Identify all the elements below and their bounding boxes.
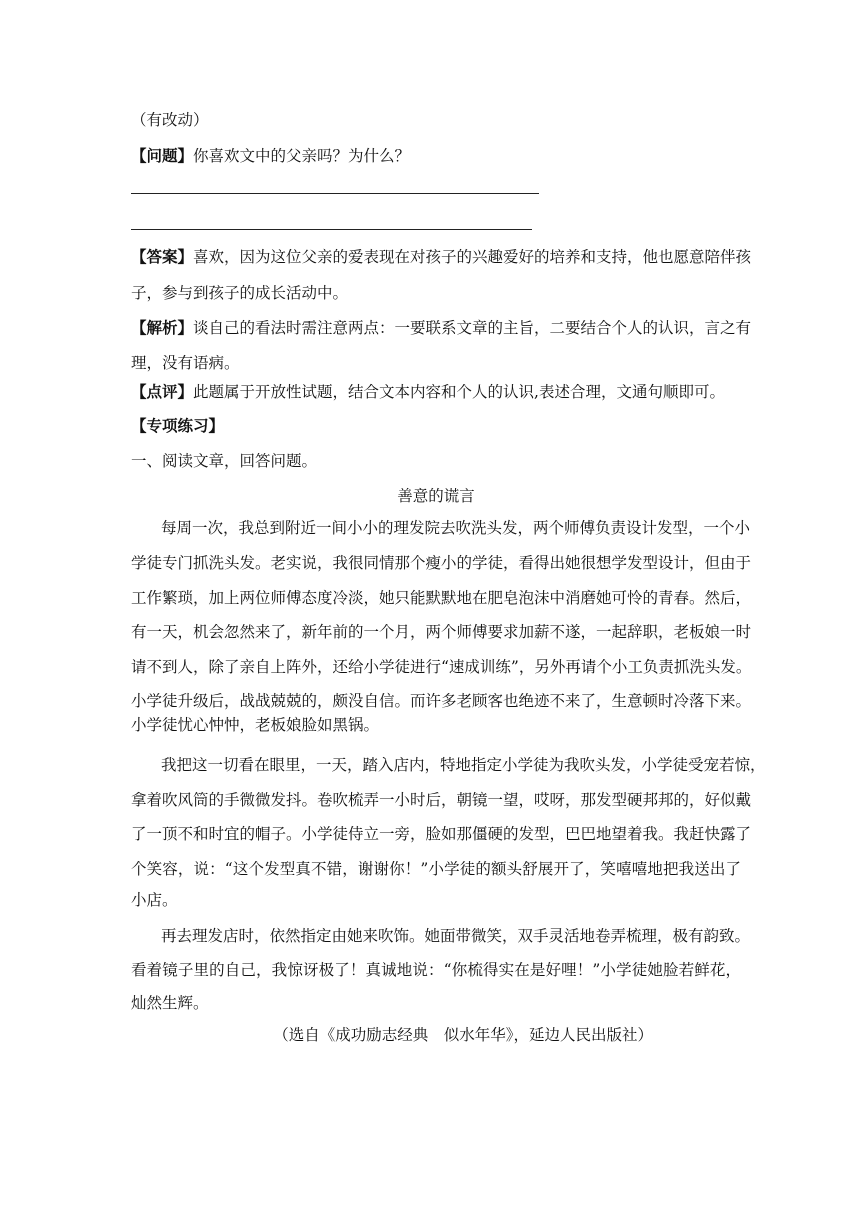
answer-blank-line-1: [131, 193, 539, 194]
analysis-line-2: 理，没有语病。: [131, 354, 240, 372]
answer-line-2: 子，参与到孩子的成长活动中。: [131, 284, 349, 302]
question-tag: 【问题】: [131, 146, 194, 165]
p1-line-3: 工作繁琐，加上两位师傅态度冷淡，她只能默默地在肥皂泡沫中消磨她可怜的青春。然后，: [131, 589, 752, 607]
answer-text-1: 喜欢，因为这位父亲的爱表现在对孩子的兴趣爱好的培养和支持，他也愿意陪伴孩: [193, 248, 752, 266]
comment-tag: 【点评】: [131, 382, 194, 401]
note-text: （有改动）: [131, 111, 209, 129]
article-source: （选自《成功励志经典 似水年华》，延边人民出版社）: [273, 1026, 653, 1044]
p2-line-2: 拿着吹风筒的手微微发抖。卷吹梳弄一小时后，朝镜一望，哎呀，那发型硬邦邦的，好似戴: [131, 791, 752, 809]
comment-line: [131, 382, 741, 402]
practice-heading: 【专项练习】: [131, 416, 225, 435]
p2-line-3: 了一顶不和时宜的帽子。小学徒侍立一旁，脸如那僵硬的发型，巴巴地望着我。我赶快露了: [131, 825, 752, 843]
p1-line-4: 有一天，机会忽然来了，新年前的一个月，两个师傅要求加薪不遂，一起辞职，老板娘一时: [131, 623, 752, 641]
article-title: 善意的谎言: [397, 487, 475, 505]
p1-line-5: 请不到人，除了亲自上阵外，还给小学徒进行“速成训练”，另外再请个小工负责抓洗头发。: [131, 658, 752, 676]
p2-line-5: 小店。: [131, 891, 178, 909]
analysis-line-1: [131, 318, 752, 338]
comment-text: 此题属于开放性试题，结合文本内容和个人的认识,表述合理，文通句顺即可。: [193, 383, 725, 401]
question-line: [131, 146, 741, 166]
question-text: 你喜欢文中的父亲吗？为什么？: [193, 147, 411, 165]
p1-line-6: 小学徒升级后，战战兢兢的，颇没自信。而许多老顾客也绝迹不来了，生意顿时冷落下来。: [131, 692, 752, 710]
p3-line-3: 灿然生辉。: [131, 994, 209, 1012]
analysis-text-1: 谈自己的看法时需注意两点：一要联系文章的主旨，二要结合个人的认识，言之有: [193, 319, 752, 337]
p1-line-7: 小学徒忧心忡忡，老板娘脸如黑锅。: [131, 716, 380, 734]
p1-line-1: 每周一次，我总到附近一间小小的理发院去吹洗头发，两个师傅负责设计发型，一个小: [161, 519, 751, 537]
p2-line-1: 我把这一切看在眼里，一天，踏入店内，特地指定小学徒为我吹头发，小学徒受宠若惊，: [161, 756, 766, 774]
task-instruction: 一、阅读文章，回答问题。: [131, 452, 318, 470]
answer-tag: 【答案】: [131, 247, 194, 266]
p3-line-2: 看着镜子里的自己，我惊讶极了！真诚地说：“你梳得实在是好哩！”小学徒她脸若鲜花，: [131, 961, 741, 979]
analysis-tag: 【解析】: [131, 318, 194, 337]
p2-line-4: 个笑容，说：“这个发型真不错，谢谢你！”小学徒的额头舒展开了，笑嘻嘻地把我送出了: [131, 860, 741, 878]
answer-blank-line-2: [131, 229, 532, 230]
p3-line-1: 再去理发店时，依然指定由她来吹饰。她面带微笑，双手灵活地卷弄梳理，极有韵致。: [161, 927, 751, 945]
answer-line-1: [131, 247, 752, 267]
p1-line-2: 学徒专门抓洗头发。老实说，我很同情那个瘦小的学徒，看得出她很想学发型设计，但由于: [131, 554, 752, 572]
